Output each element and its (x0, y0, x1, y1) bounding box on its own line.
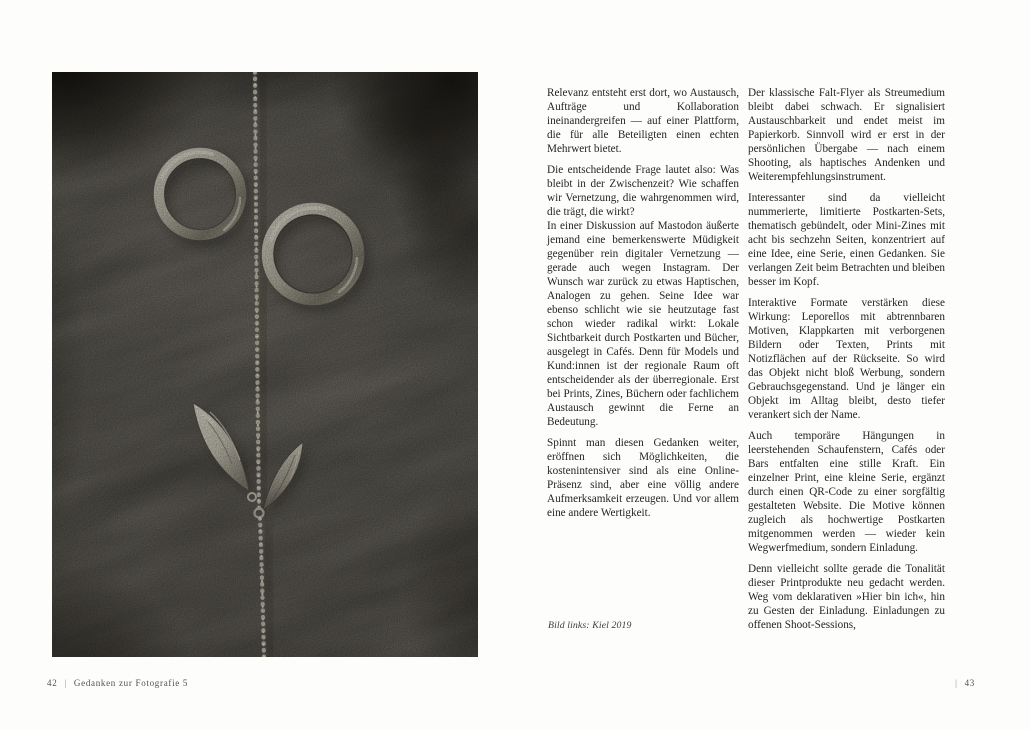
page-number-right: 43 (964, 678, 975, 688)
paragraph-group (748, 296, 945, 422)
photo-caption: Bild links: Kiel 2019 (548, 620, 632, 631)
body-paragraph: Relevanz entsteht erst dort, wo Austausch, Aufträge und Kollaboration ineinandergreifen — auf einer Plattform, die für alle Beteiligten einen echten Mehrwert bietet. (547, 87, 739, 155)
body-paragraph: Auch temporäre Hängungen in leerstehenden Schaufenstern, Cafés oder Bars entfalten eine stille Kraft. Ein einzelner Print, eine kleine Serie, ergänzt durch einen QR-Code zu einer sorgfältig gestalteten Website. Die Motive können zugleich als hochwertige Postkarten mitgenommen werden — wieder kein Wegwerfmedium, sondern Einladung. (748, 430, 945, 554)
paragraph-group (547, 86, 739, 156)
jewelry-photo (52, 72, 478, 657)
text-column-right (748, 86, 945, 632)
paragraph-group (748, 86, 945, 184)
footer-separator-right: | (955, 678, 958, 688)
footer-separator-left: | (64, 678, 67, 688)
text-column-left (547, 86, 739, 520)
body-paragraph: Interaktive Formate verstärken diese Wirkung: Leporellos mit abtrennbaren Motiven, Klappkarten mit verborgenen Bildern oder Texten, Prints mit Notizflächen auf der Rückseite. So wird das Objekt nicht bloß Werbung, sondern Gebrauchsgegenstand. Und je länger ein Objekt im Alltag bleibt, desto tiefer verankert sich der Name. (748, 297, 945, 421)
paragraph-group (547, 163, 739, 429)
body-paragraph: Die entscheidende Frage lautet also: Was bleibt in der Zwischenzeit? Wie schaffen wir Vernetzung, die wahrgenommen wird, die trägt, die wirkt? (547, 164, 739, 218)
jewelry-photo-illustration (52, 72, 478, 657)
running-title: Gedanken zur Fotografie 5 (73, 678, 189, 688)
paragraph-group (547, 436, 739, 520)
footer-left (47, 678, 188, 688)
page-number-left: 42 (47, 678, 58, 688)
body-paragraph: Denn vielleicht sollte gerade die Tonalität dieser Printprodukte neu gedacht werden. Weg vom deklarativen »Hier bin ich«, hin zu Gesten der Einladung. Einladungen zu offenen Shoot-Sessions, (748, 563, 945, 631)
paragraph-group (748, 191, 945, 289)
body-paragraph: Der klassische Falt-Flyer als Streumedium bleibt dabei schwach. Er signalisiert Austauschbarkeit und endet meist im Papierkorb. Sinnvoll wird er erst in der persönlichen Übergabe — nach einem Shooting, als haptisches Andenken und Weiterempfehlungsinstrument. (748, 87, 945, 183)
footer-right (870, 678, 975, 688)
paragraph-group (748, 562, 945, 632)
body-paragraph: Spinnt man diesen Gedanken weiter, eröffnen sich Möglichkeiten, die kostenintensiver sind als eine Online-Präsenz sind, aber eine völlig andere Aufmerksamkeit erzeugen. Und vor allem eine andere Wertigkeit. (547, 437, 739, 519)
body-paragraph: Interessanter sind da vielleicht nummerierte, limitierte Postkarten-Sets, thematisch gebündelt, oder Mini-Zines mit acht bis sechzehn Seiten, konzentriert auf eine Idee, eine Serie, einen Gedanken. Sie verlangen Zeit beim Betrachten und bleiben besser im Kopf. (748, 192, 945, 288)
body-paragraph: In einer Diskussion auf Mastodon äußerte jemand eine bemerkenswerte Müdigkeit gegenüber rein digitaler Vernetzung — gerade auch wegen Instagram. Der Wunsch war zurück zu etwas Haptischen, Analogen zu gehen. Seine Idee war ebenso schlicht wie sie heutzutage fast schon wieder radikal wirkt: Lokale Sichtbarkeit durch Postkarten und Bücher, ausgelegt in Cafés. Denn für Models und Kund:innen ist der regionale Raum oft entscheidender als der überregionale. Erst bei Prints, Zines, Büchern oder fachlichem Austausch gewinnt die Ferne an Bedeutung. (547, 220, 739, 428)
paragraph-group (748, 429, 945, 555)
